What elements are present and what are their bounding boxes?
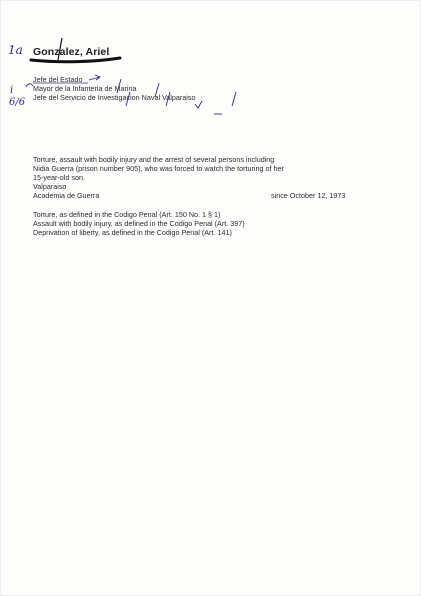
margin-note-side-1: i bbox=[10, 85, 14, 96]
description-line-1: Torture, assault with bodily injury and the arrest of several persons including bbox=[33, 155, 275, 164]
name-underline-mark bbox=[31, 58, 120, 62]
position-line-3: Jefe del Servicio de Investigacion Naval Valparaiso bbox=[33, 93, 196, 102]
check-mark bbox=[195, 101, 202, 108]
position-line-1: Jefe del Estado bbox=[33, 75, 83, 84]
description-line-3: 15-year-old son. bbox=[33, 173, 85, 182]
margin-note-top: 1a bbox=[8, 43, 23, 57]
charge-line-1: Torture, as defined in the Codigo Penal (Art. 150 No. 1 § 1) bbox=[33, 210, 221, 219]
slash-mark-5 bbox=[232, 92, 236, 106]
since-date: since October 12, 1973 bbox=[271, 191, 346, 200]
description-line-2: Nidia Guerra (prison number 905), who was forced to watch the torturing of her bbox=[33, 164, 284, 173]
location-line: Academia de Guerra bbox=[33, 191, 100, 200]
position-line-2: Mayor de la Infanteria de Marina bbox=[33, 84, 137, 93]
squiggle-mark bbox=[26, 84, 33, 87]
charge-line-2: Assault with bodily injury, as defined in the Codigo Penal (Art. 397) bbox=[33, 219, 245, 228]
margin-note-side-2: 6/6 bbox=[9, 97, 26, 108]
place-line: Valparaiso bbox=[33, 182, 67, 191]
charge-line-3: Deprivation of liberty, as defined in the Codigo Penal (Art. 141) bbox=[33, 228, 232, 237]
arrow-mark bbox=[89, 75, 100, 80]
person-name: Gonzalez, Ariel bbox=[33, 46, 110, 58]
